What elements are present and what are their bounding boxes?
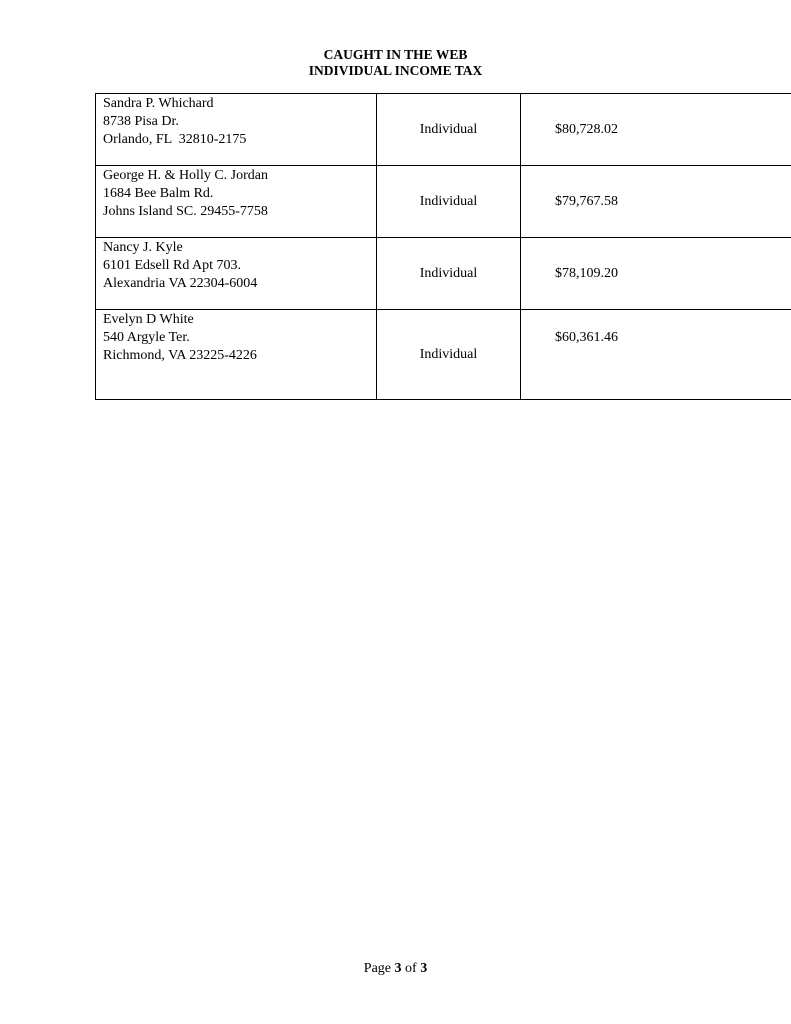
table-row [96, 238, 791, 310]
taxpayer-table [95, 93, 791, 400]
page-of: of [405, 961, 417, 976]
taxpayer-name: Evelyn D White [103, 312, 194, 327]
taxpayer-city: Alexandria VA 22304-6004 [103, 276, 258, 291]
taxpayer-cell [96, 166, 377, 238]
document-header [0, 47, 791, 79]
page-prefix: Page [363, 961, 392, 976]
tax-type-cell: Individual [377, 310, 521, 400]
taxpayer-name: Nancy J. Kyle [103, 240, 183, 255]
taxpayer-cell [96, 238, 377, 310]
table-row [96, 310, 791, 400]
page-footer [0, 960, 791, 978]
document-subtitle: INDIVIDUAL INCOME TAX [308, 63, 483, 78]
tax-type-cell: Individual [377, 166, 521, 238]
page-total: 3 [420, 961, 428, 976]
document-title: CAUGHT IN THE WEB [323, 47, 468, 62]
taxpayer-city: Johns Island SC. 29455-7758 [103, 204, 268, 219]
amount-cell: $60,361.46 [521, 310, 791, 400]
taxpayer-address: 6101 Edsell Rd Apt 703. [103, 258, 242, 273]
taxpayer-name: George H. & Holly C. Jordan [103, 168, 268, 183]
tax-type-cell: Individual [377, 238, 521, 310]
taxpayer-name: Sandra P. Whichard [103, 96, 214, 111]
taxpayer-cell [96, 94, 377, 166]
tax-type-cell: Individual [377, 94, 521, 166]
taxpayer-city: Orlando, FL 32810-2175 [103, 132, 247, 147]
page-current: 3 [394, 961, 402, 976]
taxpayer-cell [96, 310, 377, 400]
taxpayer-address: 1684 Bee Balm Rd. [103, 186, 214, 201]
table-row [96, 166, 791, 238]
amount-cell: $79,767.58 [521, 166, 791, 238]
taxpayer-address: 540 Argyle Ter. [103, 330, 190, 345]
amount-cell: $78,109.20 [521, 238, 791, 310]
taxpayer-city: Richmond, VA 23225-4226 [103, 348, 257, 363]
amount-cell: $80,728.02 [521, 94, 791, 166]
table-row [96, 94, 791, 166]
taxpayer-address: 8738 Pisa Dr. [103, 114, 179, 129]
